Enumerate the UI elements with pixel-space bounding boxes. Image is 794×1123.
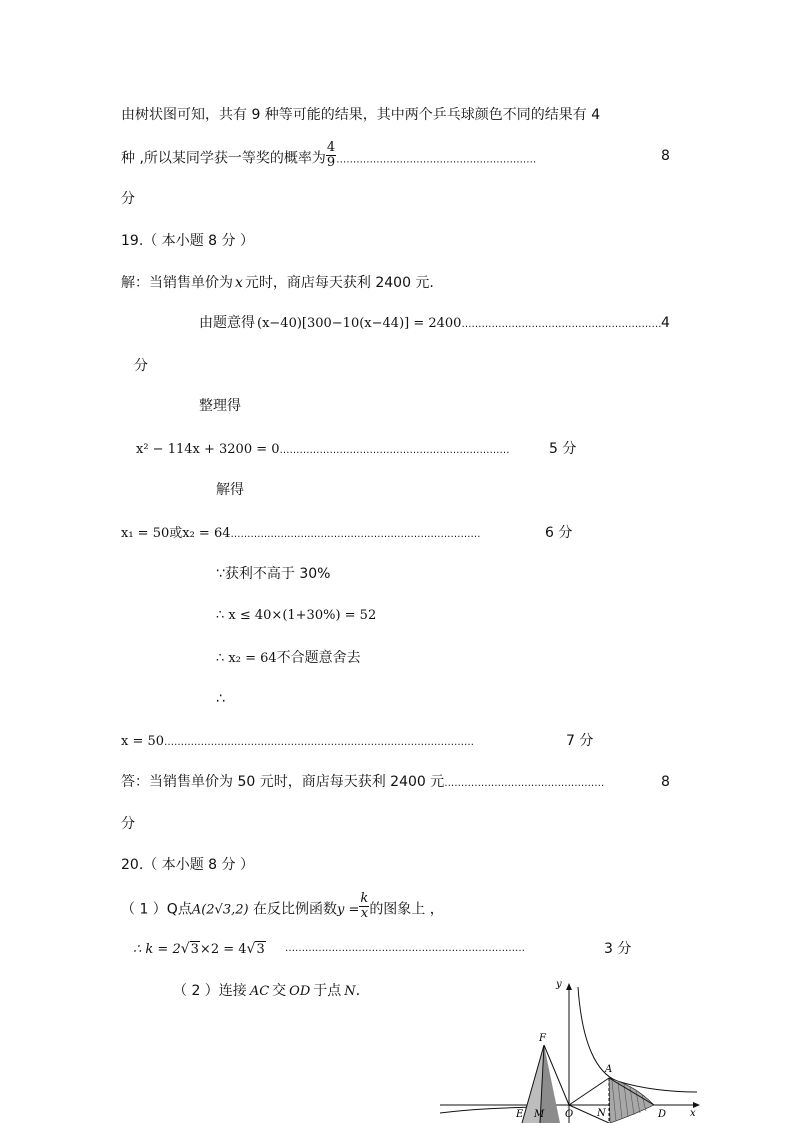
p19-heading: 19.（ 本小题 8 分 ） xyxy=(121,233,254,249)
p20-n: N xyxy=(344,984,356,999)
p19-answer-unit: 分 xyxy=(121,816,135,832)
y-axis-arrow xyxy=(566,983,572,990)
p20-k-mid: ×2 = 4 xyxy=(199,942,247,957)
p20-k-pre: ∴ k = 2 xyxy=(133,942,181,957)
p19-sol-post: 元时，商店每天获利 2400 元. xyxy=(244,275,434,291)
p20-part1 xyxy=(121,891,444,921)
p20-part2-post: 于点 xyxy=(313,983,342,999)
label-y: y xyxy=(556,979,562,990)
p19-cond3-text: 不合题意舍去 xyxy=(276,650,361,666)
dot-leader: …………………………………………………… xyxy=(461,319,662,330)
p19-answer xyxy=(121,773,604,793)
p20-od: OD xyxy=(289,984,311,999)
p19-equation-1 xyxy=(199,314,661,334)
p18-score-unit: 分 xyxy=(121,191,135,207)
dot-leader: ………………………………………………………………… xyxy=(230,529,481,540)
p20-k-sqrt2: 3 xyxy=(256,942,265,957)
p20-k-sqrt1: 3 xyxy=(190,942,199,957)
p20-part2-pre: （ 2 ）连接 xyxy=(173,983,247,999)
p19-condition-1: ∵获利不高于 30% xyxy=(216,566,331,582)
p18-line1: 由树状图可知，共有 9 种等可能的结果，其中两个乒乓球颜色不同的结果有 4 xyxy=(121,107,601,123)
p18-score-number: 8 xyxy=(661,148,670,164)
p19-cond3-math: ∴ x₂ = 64 xyxy=(216,651,277,666)
sqrt-sign: √ xyxy=(246,941,256,957)
p19-eq3-math: x₁ = 50或x₂ = 64 xyxy=(121,526,231,541)
dot-leader: ………………………………………… xyxy=(444,778,605,789)
p19-answer-text: 答：当销售单价为 50 元时，商店每天获利 2400 元 xyxy=(121,774,445,790)
p19-eq1-score: 4 xyxy=(661,315,670,331)
label-m: M xyxy=(534,1109,545,1120)
p20-func-fraction: $\frac{k}{x}$ xyxy=(360,891,369,921)
label-x: x xyxy=(690,1108,696,1119)
p20-ac: AC xyxy=(249,984,270,999)
p18-line2-text: 种 ,所以某同学获一等奖的概率为 xyxy=(121,150,326,167)
p19-condition-2: ∴ x ≤ 40×(1+30%) = 52 xyxy=(216,608,377,623)
label-e: E xyxy=(516,1109,524,1120)
p20-part2 xyxy=(173,982,360,1001)
p19-condition-3 xyxy=(216,649,361,668)
p19-eq1-unit: 分 xyxy=(134,358,148,374)
p19-solution-intro xyxy=(121,274,434,292)
label-d: D xyxy=(658,1109,667,1120)
p19-therefore: ∴ xyxy=(216,691,225,707)
p18-line2 xyxy=(121,140,537,170)
p20-k-equation xyxy=(133,940,266,959)
label-o: O xyxy=(565,1109,574,1120)
p19-eq4-math: x = 50 xyxy=(121,734,165,749)
p19-answer-score: 8 xyxy=(661,774,670,790)
p20-part2-end: . xyxy=(355,983,361,999)
p19-eq1-math: (x−40)[300−10(x−44)] = 2400 xyxy=(257,316,462,331)
p19-solve-label: 解得 xyxy=(216,482,244,498)
p20-part1-mid: 在反比例函数 xyxy=(253,901,338,918)
p20-part1-pre: （ 1 ）Q点 xyxy=(121,901,192,918)
probability-fraction: $\frac{4}{9}$ xyxy=(326,140,336,170)
dot-leader: ………………………………………………………………………………… xyxy=(164,737,475,748)
p19-eq4-score: 7 分 xyxy=(566,733,594,749)
hyperbola-branch-right xyxy=(578,987,697,1092)
p20-part2-mid: 交 xyxy=(272,983,287,999)
label-n: N xyxy=(597,1108,606,1119)
p19-eq2-score: 5 分 xyxy=(549,441,577,457)
p19-sol-pre: 解：当销售单价为 xyxy=(121,275,233,291)
p20-func-lhs: y = xyxy=(337,902,360,918)
label-f: F xyxy=(539,1033,546,1044)
p19-equation-3 xyxy=(121,524,481,544)
dot-leader: …………………………………………………… xyxy=(336,154,537,166)
p19-eq2-math: x² − 114x + 3200 = 0 xyxy=(136,442,280,457)
sqrt-sign: √ xyxy=(180,941,190,957)
p19-simplify-label: 整理得 xyxy=(199,398,241,414)
p20-point-a: A(2√3,2) xyxy=(191,902,249,918)
p20-part1-post: 的图象上 ， xyxy=(369,901,444,918)
p19-equation-2 xyxy=(136,440,510,460)
dot-leader: ……………………………………………………………… xyxy=(285,943,525,954)
p19-sol-var: x xyxy=(235,275,243,291)
label-a: A xyxy=(605,1064,613,1075)
geometry-figure xyxy=(432,975,732,1123)
p19-equation-4 xyxy=(121,732,474,752)
p20-k-score: 3 分 xyxy=(604,941,632,957)
p19-eq1-label: 由题意得 xyxy=(199,315,255,331)
p19-eq3-score: 6 分 xyxy=(545,525,573,541)
dot-leader: …………………………………………………………… xyxy=(279,445,510,456)
p20-heading: 20.（ 本小题 8 分 ） xyxy=(121,857,254,873)
segment-oa xyxy=(569,1078,609,1105)
